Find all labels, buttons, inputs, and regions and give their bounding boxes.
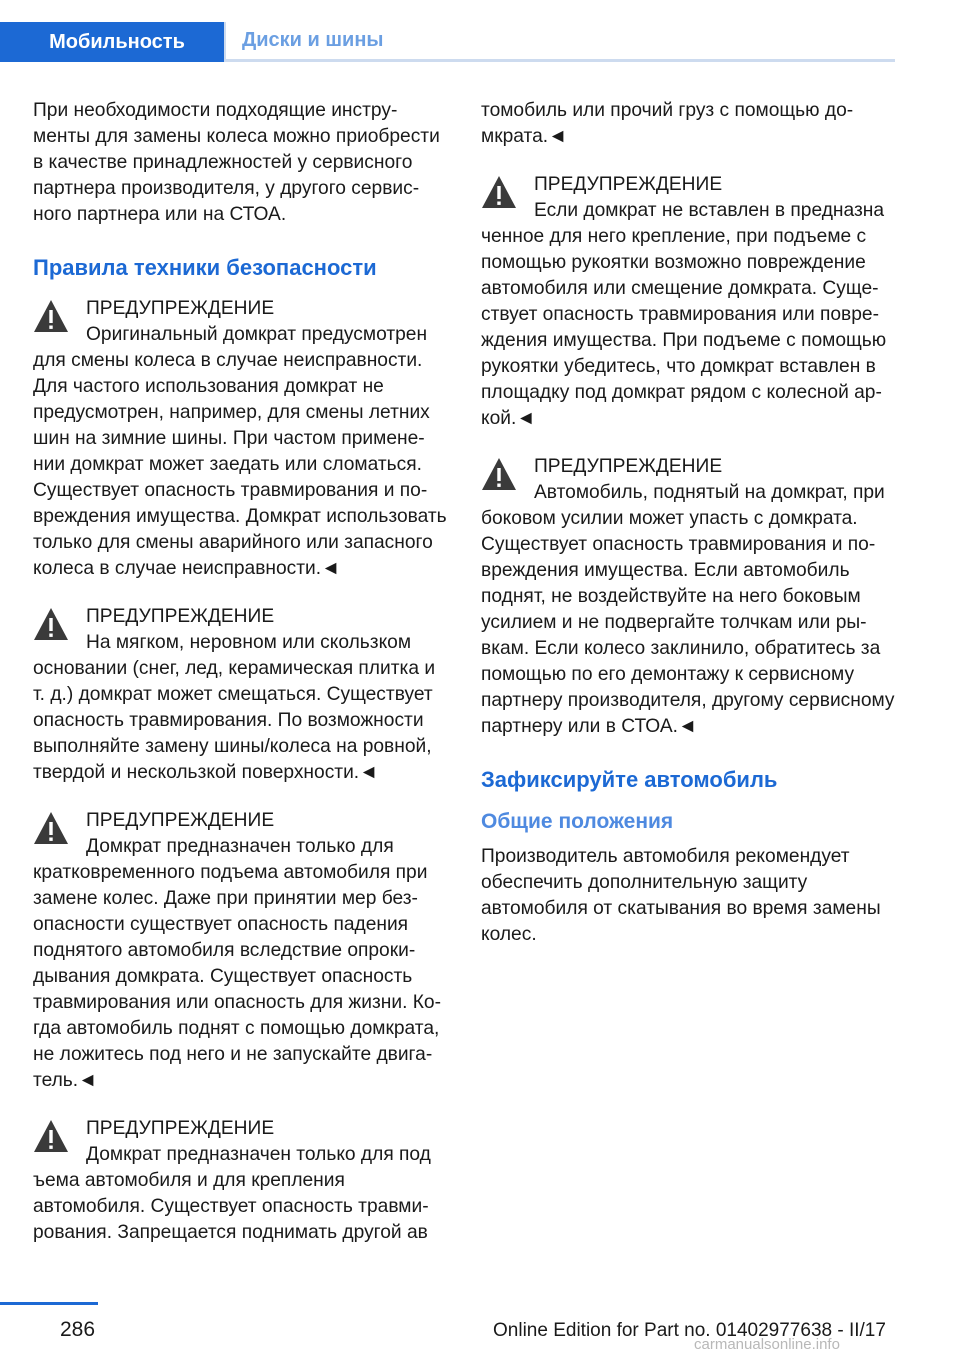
warning-text: боковом усилии может упасть с домкрата. Существует опасность травмирования и повреждения имущества. Если автомобиль поднят, не воздействуйте на него боковым усилием и не подвергайте толчкам или рывкам. Если колесо заклинило, обратитесь за помощью по его демонтажу к сервисному партнеру производителя, другому сервисному партнеру или в СТОА.◄ <box>481 508 895 737</box>
warning-heading: ПРЕДУПРЕЖДЕНИЕ <box>86 606 275 627</box>
warning-text-first-line: Если домкрат не вставлен в предназна <box>534 200 885 221</box>
warning-block <box>33 296 447 582</box>
warning-text: кратковременного подъема автомобиля при замене колес. Даже при принятии мер безопасности существует опасность падения поднятого автомобиля вследствие опрокидывания домкрата. Существует опасность травмирования или опасность для жизни. Когда автомобиль поднят с помощью домкрата, не ложитесь под него и не запускайте двигатель.◄ <box>33 862 441 1091</box>
subsection-title-general: Общие положения <box>481 810 674 833</box>
warning-block <box>33 604 447 786</box>
page-number: 286 <box>60 1318 96 1341</box>
warning-text-first-line: Домкрат предназначен только для под <box>86 1144 431 1165</box>
watermark: carmanualsonline.info <box>694 1336 840 1353</box>
warning-heading: ПРЕДУПРЕЖДЕНИЕ <box>86 1118 275 1139</box>
tab-mobility[interactable]: Мобильность <box>0 22 224 62</box>
warning-text-first-line: Автомобиль, поднятый на домкрат, при <box>534 482 885 503</box>
section-title-safety: Правила техники безопасности <box>33 255 377 280</box>
warning-block <box>481 454 895 740</box>
continuation-paragraph: томобиль или прочий груз с помощью домкрата.◄ <box>481 100 854 147</box>
body-paragraph: Производитель автомобиля рекомендует обеспечить дополнительную защиту автомобиля от скатывания во время замены колес. <box>481 846 881 945</box>
left-column <box>33 98 447 1268</box>
warning-text: ъема автомобиля и для крепления автомобиля. Существует опасность травмирования. Запрещается поднимать другой ав <box>33 1170 429 1243</box>
footer-accent-line <box>0 1302 98 1305</box>
right-column <box>481 98 895 948</box>
intro-paragraph: При необходимости подходящие инструменты для замены колеса можно приобрести в качестве принадлежностей у сервисного партнера производителя, у другого сервисного партнера или на СТОА. <box>33 100 440 225</box>
tab-wheels-tires[interactable]: Диски и шины <box>224 22 895 62</box>
warning-triangle-icon <box>481 174 517 210</box>
warning-text-first-line: На мягком, неровном или скользком <box>86 632 412 653</box>
warning-triangle-icon <box>481 456 517 492</box>
section-title-secure-vehicle: Зафиксируйте автомобиль <box>481 767 778 792</box>
warning-triangle-icon <box>33 606 69 642</box>
warning-heading: ПРЕДУПРЕЖДЕНИЕ <box>86 810 275 831</box>
warning-text: основании (снег, лед, керамическая плитка и т. д.) домкрат может смещаться. Существует опасность травмирования. По возможности выполняйте замену шины/колеса на ровной, твердой и нескользкой поверхности.◄ <box>33 658 436 783</box>
warning-block <box>33 808 447 1094</box>
warning-text: ченное для него крепление, при подъеме с помощью рукоятки возможно повреждение автомобиля или смещение домкрата. Существует опасность травмирования или повреждения имущества. При подъеме с помощью рукоятки убедитесь, что домкрат вставлен в площадку под домкрат рядом с колесной аркой.◄ <box>481 226 887 429</box>
warning-triangle-icon <box>33 298 69 334</box>
warning-heading: ПРЕДУПРЕЖДЕНИЕ <box>534 174 723 195</box>
warning-triangle-icon <box>33 810 69 846</box>
warning-triangle-icon <box>33 1118 69 1154</box>
warning-heading: ПРЕДУПРЕЖДЕНИЕ <box>534 456 723 477</box>
warning-heading: ПРЕДУПРЕЖДЕНИЕ <box>86 298 275 319</box>
warning-text: для смены колеса в случае неисправности. Для частого использования домкрат не предусмотрен, например, для смены летних шин на зимние шины. При частом применении домкрат может заедать или сломаться. Существует опасность травмирования и повреждения имущества. Домкрат использовать только для смены аварийного или запасного колеса в случае неисправности.◄ <box>33 350 447 579</box>
edition-label: Online Edition for Part no. 01402977638 - II/17 <box>493 1320 886 1341</box>
warning-block <box>481 172 895 432</box>
warning-text-first-line: Оригинальный домкрат предусмотрен <box>86 324 428 345</box>
warning-text-first-line: Домкрат предназначен только для <box>86 836 394 857</box>
warning-block <box>33 1116 447 1246</box>
page-header <box>0 0 960 62</box>
